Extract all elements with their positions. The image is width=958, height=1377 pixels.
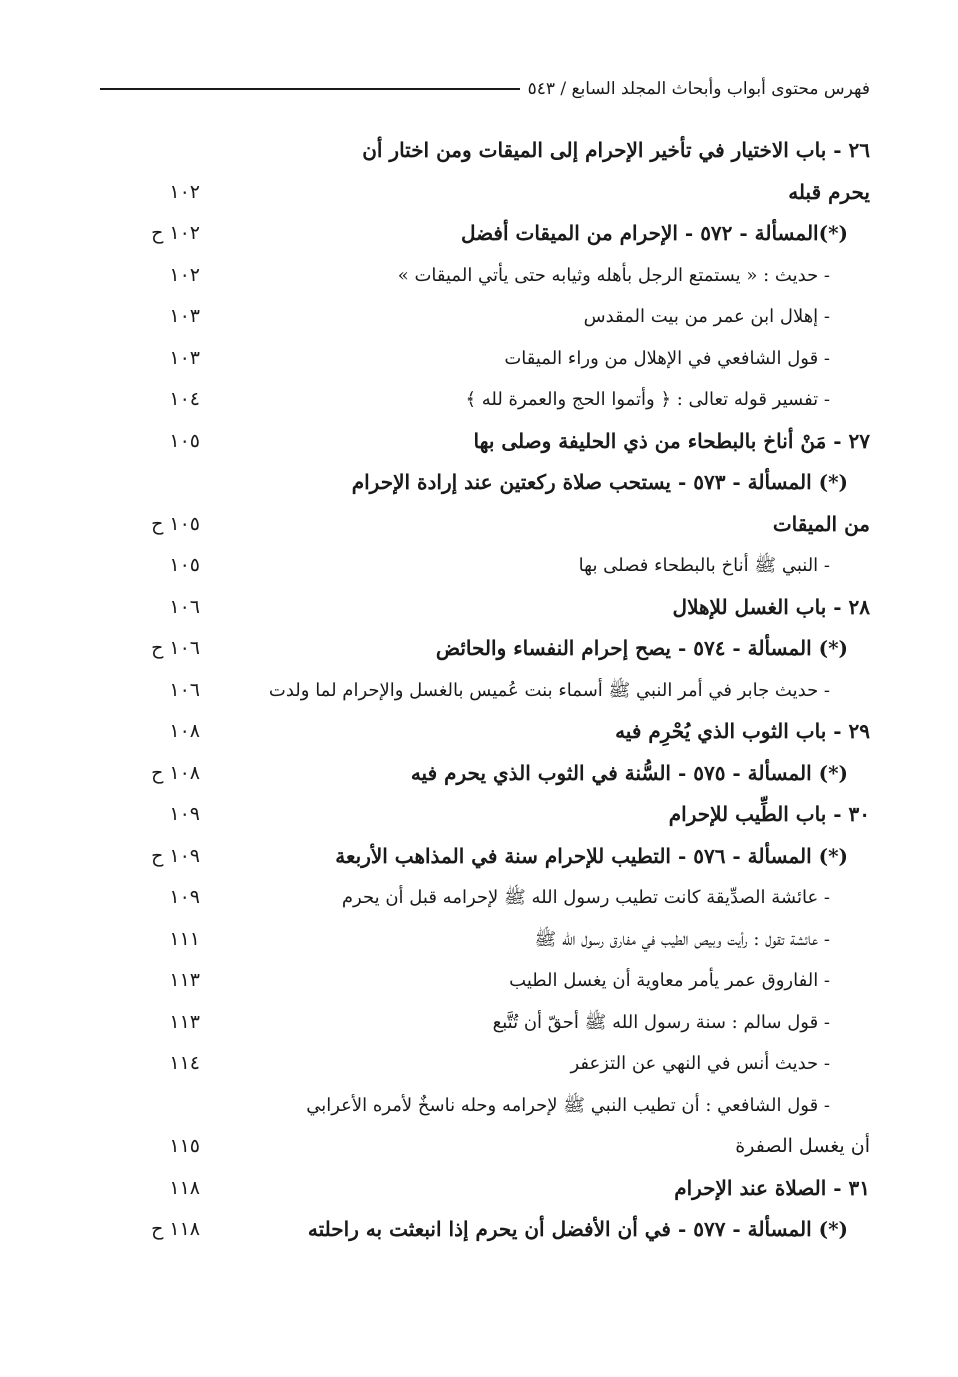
toc-entry xyxy=(0,794,958,836)
entry-page-number: ١١٤ xyxy=(169,1052,200,1074)
entry-text: ٣١ - الصلاة عند الإحرام xyxy=(674,1175,870,1200)
entry-text: (*) المسألة - ٥٧٥ - السُّنة في الثوب الذي يحرم فيه xyxy=(410,760,848,785)
entry-page-number: ١٠٩ ح xyxy=(151,844,200,867)
header-rule xyxy=(100,88,520,90)
entry-text: ٢٧ - مَنْ أناخ بالبطحاء من ذي الحليفة وصلى بها xyxy=(473,428,870,453)
toc-entry xyxy=(0,1168,958,1210)
entry-text: ٢٩ - باب الثوب الذي يُحْرِم فيه xyxy=(615,719,870,743)
toc-entry xyxy=(0,1085,958,1127)
entry-text: (*) المسألة - ٥٧٦ - التطيب للإحرام سنة في المذاهب الأربعة xyxy=(335,843,848,868)
entry-text: (*)المسألة - ٥٧٢ - الإحرام من الميقات أفضل xyxy=(460,221,848,245)
entry-page-number: ١١٨ xyxy=(169,1176,200,1199)
entry-page-number: ١٠٢ ح xyxy=(151,222,200,244)
toc-entry xyxy=(0,711,958,753)
entry-text: - تفسير قوله تعالى : ﴿ وأتموا الحج والعمرة لله ﴾ xyxy=(465,389,830,410)
toc-entry xyxy=(0,379,958,421)
toc-entry xyxy=(0,836,958,878)
entry-page-number: ١٠٨ xyxy=(169,720,200,742)
toc-entry xyxy=(0,255,958,297)
toc-entry xyxy=(0,753,958,795)
entry-text: يحرم قبله xyxy=(788,179,870,204)
entry-text: - عائشة الصدِّيقة كانت تطيب رسول الله ﷺ لإحرامه قبل أن يحرم xyxy=(341,887,830,908)
toc-entry xyxy=(0,462,958,504)
toc-entry xyxy=(0,338,958,380)
entry-text: أن يغسل الصفرة xyxy=(735,1135,870,1157)
entry-page-number: ١٠٢ xyxy=(169,180,200,203)
entry-page-number: ١٠٥ xyxy=(169,429,200,452)
toc-entry xyxy=(0,296,958,338)
entry-page-number: ١٠٤ xyxy=(169,388,200,410)
entry-text: - قول سالم : سنة رسول الله ﷺ أحقّ أن تُتَّبع xyxy=(492,1011,830,1033)
entry-page-number: ١٠٢ xyxy=(169,263,200,286)
toc-entry xyxy=(0,130,958,172)
toc-entry xyxy=(0,545,958,587)
toc-entry xyxy=(0,670,958,712)
toc-entry xyxy=(0,587,958,629)
header-title: فهرس محتوى أبواب وأبحاث المجلد السابع / ٥٤٣ xyxy=(527,79,870,99)
toc-entry xyxy=(0,421,958,463)
entry-text: - النبي ﷺ أناخ بالبطحاء فصلى بها xyxy=(578,555,830,576)
toc-entries xyxy=(0,130,958,1251)
entry-page-number: ١٠٥ ح xyxy=(151,512,200,535)
entry-text: (*) المسألة - ٥٧٧ - في أن الأفضل أن يحرم إذا انبعثت به راحلته xyxy=(307,1217,848,1241)
toc-entry xyxy=(0,919,958,961)
running-header xyxy=(100,76,870,102)
toc-entry xyxy=(0,504,958,546)
entry-text: - حديث جابر في أمر النبي ﷺ أسماء بنت عُميس بالغسل والإحرام لما ولدت xyxy=(268,679,830,701)
toc-entry xyxy=(0,1209,958,1251)
toc-entry xyxy=(0,960,958,1002)
entry-text: - عائشة تقول : رأيت وبيص الطيب في مفارق رسول الله ﷺ xyxy=(534,928,830,950)
entry-page-number: ١١٣ xyxy=(169,969,200,991)
entry-text: ٢٦ - باب الاختيار في تأخير الإحرام إلى الميقات ومن اختار أن xyxy=(362,138,870,162)
toc-entry xyxy=(0,628,958,670)
entry-page-number: ١٠٨ ح xyxy=(151,761,200,784)
entry-text: (*) المسألة - ٥٧٤ - يصح إحرام النفساء والحائض xyxy=(435,636,848,660)
entry-page-number: ١٠٥ xyxy=(169,554,200,576)
toc-entry xyxy=(0,1126,958,1168)
entry-page-number: ١٠٩ xyxy=(169,803,200,825)
entry-text: من الميقات xyxy=(772,511,870,536)
entry-page-number: ١٠٦ xyxy=(169,678,200,701)
entry-text: - حديث : « يستمتع الرجل بأهله وثيابه حتى يأتي الميقات » xyxy=(397,264,830,286)
entry-text: - الفاروق عمر يأمر معاوية أن يغسل الطيب xyxy=(509,970,830,991)
toc-entry xyxy=(0,213,958,255)
entry-text: (*) المسألة - ٥٧٣ - يستحب صلاة ركعتين عند إرادة الإحرام xyxy=(351,470,848,494)
entry-text: - إهلال ابن عمر من بيت المقدس xyxy=(583,306,830,327)
entry-page-number: ١٠٦ ح xyxy=(151,637,200,659)
entry-page-number: ١١٨ ح xyxy=(151,1218,200,1240)
entry-page-number: ١٠٣ xyxy=(169,305,200,327)
entry-text: - قول الشافعي : أن تطيب النبي ﷺ لإحرامه وحله ناسخٌ لأمره الأعرابي xyxy=(306,1094,830,1116)
entry-page-number: ١٠٩ xyxy=(169,886,200,908)
entry-text: - قول الشافعي في الإهلال من وراء الميقات xyxy=(504,347,830,369)
entry-text: ٣٠ - باب الطِّيب للإحرام xyxy=(668,802,870,826)
toc-entry xyxy=(0,877,958,919)
entry-page-number: ١٠٣ xyxy=(169,346,200,369)
entry-page-number: ١١٥ xyxy=(169,1135,200,1157)
entry-page-number: ١٠٦ xyxy=(169,595,200,618)
toc-entry xyxy=(0,1043,958,1085)
toc-entry xyxy=(0,1002,958,1044)
entry-text: - حديث أنس في النهي عن التزعفر xyxy=(570,1053,830,1074)
entry-page-number: ١١١ xyxy=(169,927,200,950)
entry-page-number: ١١٣ xyxy=(169,1010,200,1033)
entry-text: ٢٨ - باب الغسل للإهلال xyxy=(672,594,870,619)
toc-entry xyxy=(0,172,958,214)
